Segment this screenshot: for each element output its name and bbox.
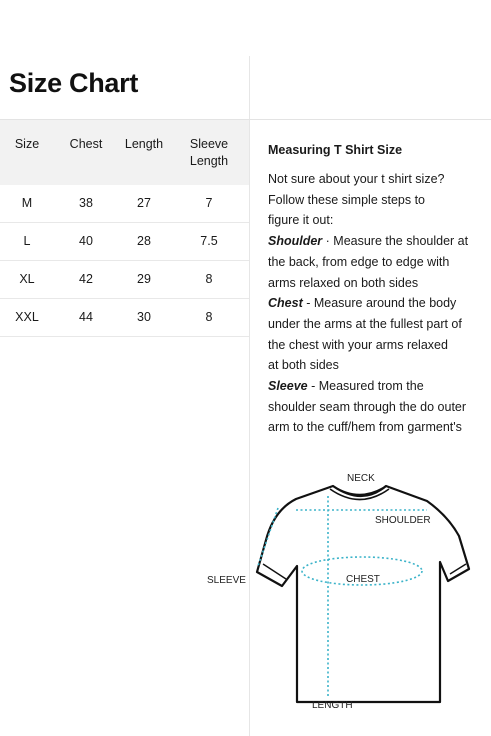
header-size-label: Size <box>14 137 40 151</box>
cell-chest: 44 <box>79 310 93 324</box>
tshirt-outline <box>257 486 469 702</box>
cell-sleeve: 7 <box>205 196 213 210</box>
header-sleeve-label-1: Sleeve <box>189 137 229 151</box>
cell-size: M <box>21 196 33 210</box>
measuring-guide <box>268 141 483 438</box>
header-sleeve-length <box>178 136 240 170</box>
header-size <box>0 136 54 153</box>
guide-line: at both sides <box>268 358 339 373</box>
shoulder-term: Shoulder <box>268 234 323 249</box>
cell-chest: 42 <box>79 272 93 286</box>
size-table <box>0 120 249 337</box>
shoulder-label: SHOULDER <box>375 515 431 526</box>
guide-line: under the arms at the fullest part of <box>268 316 462 331</box>
table-row <box>0 185 249 223</box>
header-length-label: Length <box>124 137 164 151</box>
guide-line: the chest with your arms relaxed <box>268 337 448 352</box>
table-header <box>0 120 249 185</box>
table-row <box>0 299 249 337</box>
header-chest-label: Chest <box>69 137 103 151</box>
tshirt-diagram <box>200 466 491 716</box>
cell-length: 28 <box>137 234 151 248</box>
neck-label: NECK <box>347 473 375 484</box>
table-row <box>0 261 249 299</box>
cell-size: XL <box>19 272 35 286</box>
sleeve-term: Sleeve <box>268 379 308 394</box>
chest-label: CHEST <box>346 574 380 585</box>
cell-size: XXL <box>15 310 39 324</box>
table-row <box>0 223 249 261</box>
chest-term: Chest <box>268 296 303 311</box>
cell-length: 30 <box>137 310 151 324</box>
cell-chest: 38 <box>79 196 93 210</box>
length-label: LENGTH <box>312 700 353 711</box>
guide-line-shoulder: Shoulder · Measure the shoulder at <box>268 234 469 249</box>
guide-line: figure it out: <box>268 213 334 228</box>
cell-sleeve: 7.5 <box>200 234 218 248</box>
cell-size: L <box>23 234 31 248</box>
cell-chest: 40 <box>79 234 93 248</box>
sleeve-label: SLEEVE <box>207 575 246 586</box>
cell-sleeve: 8 <box>205 310 213 324</box>
cell-length: 29 <box>137 272 151 286</box>
guide-line: arm to the cuff/hem from garment's <box>268 420 462 435</box>
guide-line: arms relaxed on both sides <box>268 275 419 290</box>
header-length <box>114 136 174 153</box>
guide-line-sleeve: Sleeve - Measured trom the <box>268 379 424 394</box>
header-chest <box>56 136 116 153</box>
guide-line: Not sure about your t shirt size? <box>268 172 445 186</box>
cell-sleeve: 8 <box>205 272 213 286</box>
page-title: Size Chart <box>9 68 139 98</box>
guide-line: Follow these simple steps to <box>268 192 426 207</box>
header-sleeve-label-2: Length <box>189 154 229 168</box>
guide-line-chest: Chest - Measure around the body <box>268 296 457 311</box>
guide-line: shoulder seam through the do outer <box>268 399 467 414</box>
guide-title: Measuring T Shirt Size <box>268 143 403 157</box>
cell-length: 27 <box>137 196 151 210</box>
guide-line: the back, from edge to edge with <box>268 254 450 269</box>
